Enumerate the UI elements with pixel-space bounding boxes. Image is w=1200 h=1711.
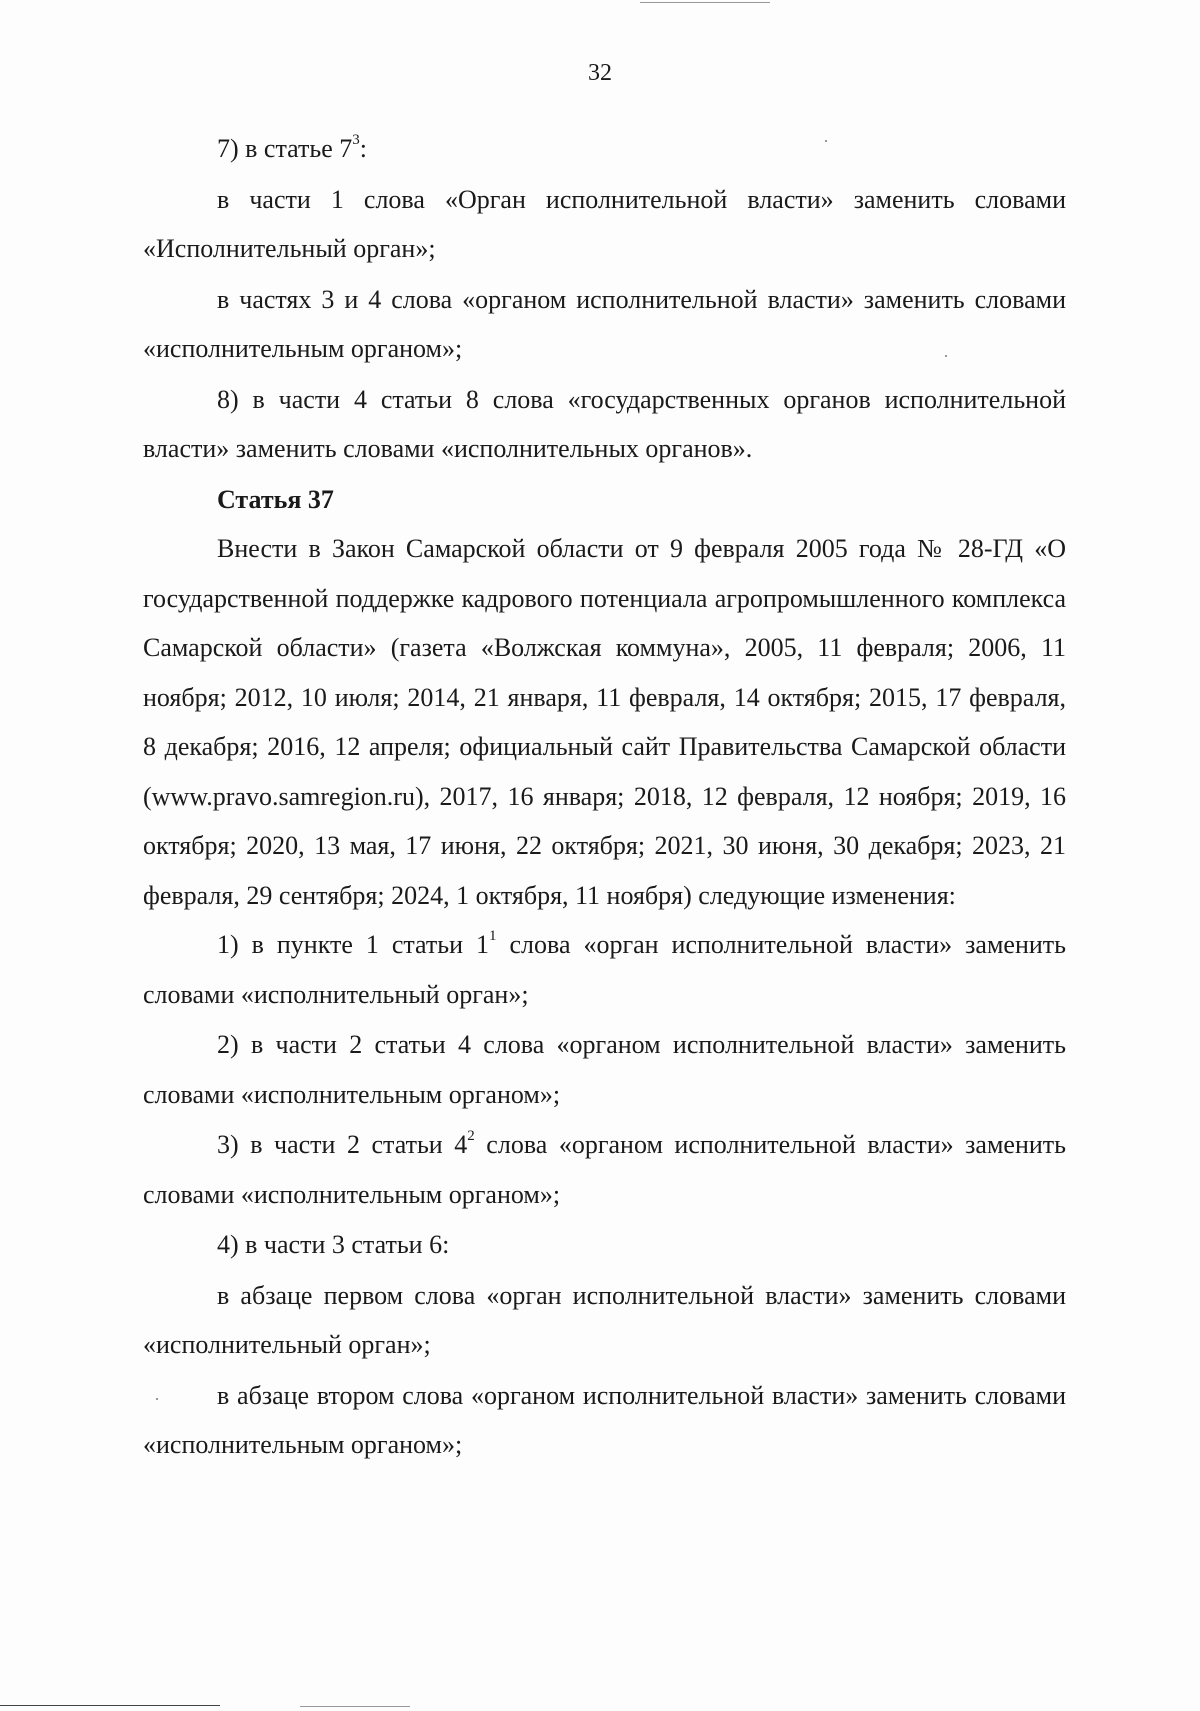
article-item-2: 2) в части 2 статьи 4 слова «органом исполнительной власти» заменить словами «исполнительным органом»; [143,1030,1066,1109]
article-item-1 [143,920,1066,1019]
superscript: 1 [489,928,497,945]
article-item-3 [143,1120,1066,1219]
item-7-heading-text: 7) в статье 7 [217,134,353,163]
item-7-heading [143,124,1066,174]
article-heading: Статья 37 [217,484,334,514]
scan-artifact-line [0,1705,220,1706]
item-4-paragraph-1: в абзаце первом слова «орган исполнительной власти» заменить словами «исполнительный орган»; [143,1280,1066,1359]
item-3-text-a: 3) в части 2 статьи 4 [217,1130,468,1159]
paragraph-part-1: в части 1 слова «Орган исполнительной власти» заменить словами «Исполнительный орган»; [143,184,1066,263]
item-4-paragraph-2: в абзаце втором слова «органом исполнительной власти» заменить словами «исполнительным органом»; [143,1380,1066,1459]
article-item-4: 4) в части 3 статьи 6: [217,1230,450,1259]
paragraph-parts-3-4: в частях 3 и 4 слова «органом исполнительной власти» заменить словами «исполнительным органом»; [143,284,1066,363]
superscript: 2 [467,1128,475,1145]
item-3-text-b: слова «органом исполнительной власти» заменить словами «исполнительным органом»; [143,1130,1067,1209]
scan-artifact-line [640,2,770,3]
superscript: 3 [352,132,360,149]
item-1-text-a: 1) в пункте 1 статьи 1 [217,930,490,959]
document-body [143,124,1066,1470]
article-intro: Внести в Закон Самарской области от 9 февраля 2005 года № 28-ГД «О государственной поддержке кадрового потенциала агропромышленного комплекса Самарской области» (газета «Волжская коммуна», 2005, 11 февраля; 2006, 11 ноября; 2012, 10 июля; 2014, 21 января, 11 февраля, 14 октября; 2015, 17 февраля, 8 декабря; 2016, 12 апреля; официальный сайт Правительства Самарской области (www.pravo.samregion.ru), 2017, 16 января; 2018, 12 февраля, 12 ноября; 2019, 16 октября; 2020, 13 мая, 17 июня, 22 октября; 2021, 30 июня, 30 декабря; 2023, 21 февраля, 29 сентября; 2024, 1 октября, 11 ноября) следующие изменения: [143,534,1066,910]
paragraph-item-8: 8) в части 4 статьи 8 слова «государственных органов исполнительной власти» заменить словами «исполнительных органов». [143,384,1066,463]
scan-artifact-line [300,1706,410,1707]
item-7-heading-suffix: : [359,134,368,163]
item-1-text-b: слова «орган исполнительной власти» заменить словами «исполнительный орган»; [143,930,1066,1009]
page-number: 32 [588,60,612,86]
